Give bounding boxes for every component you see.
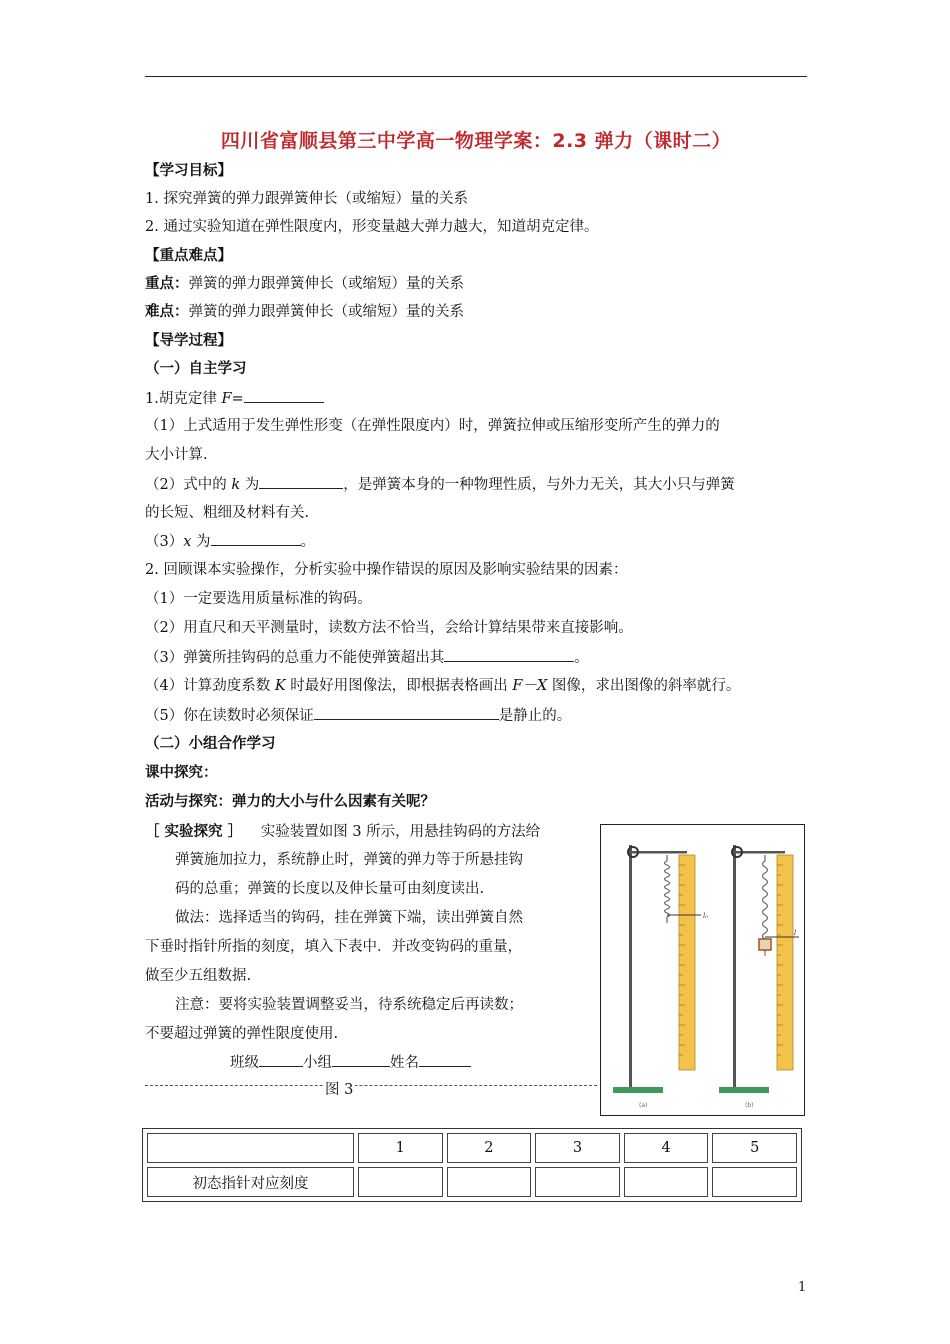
r3-blank[interactable] bbox=[444, 647, 574, 662]
stand-pole bbox=[629, 845, 632, 1090]
x-mid: 为 bbox=[191, 534, 211, 550]
hooke-prefix: 1.胡克定律 bbox=[145, 391, 222, 407]
k-blank[interactable] bbox=[259, 474, 343, 489]
process-heading: 【导学过程】 bbox=[145, 333, 232, 349]
experiment-label: ［ 实验探究 ］ bbox=[145, 824, 243, 840]
experiment-line: 码的总重；弹簧的长度以及伸长量可由刻度读出. bbox=[175, 881, 485, 897]
r5-pre: （5）你在读数时必须保证 bbox=[145, 708, 314, 724]
review-line: 2. 回顾课本实验操作，分析实验中操作错误的原因及影响实验结果的因素： bbox=[145, 562, 628, 578]
k-mid: 为 bbox=[240, 477, 260, 493]
activity-heading: 活动与探究：弹力的大小与什么因素有关呢？ bbox=[145, 794, 435, 810]
label-b: (b) bbox=[745, 1102, 754, 1109]
table-header-cell: 5 bbox=[712, 1133, 797, 1163]
x-post: 。 bbox=[300, 534, 316, 550]
hard-point bbox=[145, 302, 464, 322]
objectives-heading: 【学习目标】 bbox=[145, 163, 232, 179]
review-item bbox=[145, 647, 589, 668]
r5-post: 是静止的。 bbox=[498, 708, 572, 724]
name-blank[interactable] bbox=[419, 1052, 471, 1067]
experiment-line bbox=[145, 822, 540, 842]
k-var: k bbox=[231, 477, 241, 493]
table-header-row bbox=[147, 1133, 797, 1163]
paragraph-line: （1）上式适用于发生弹性形变（在弹性限度内）时，弹簧拉伸或压缩形变所产生的弹力的 bbox=[145, 418, 720, 434]
r4-mid: 时最好用图像法，即根据表格画出 bbox=[285, 678, 513, 694]
paragraph-line: 的长短、粗细及材料有关. bbox=[145, 505, 310, 521]
objective-item: 2. 通过实验知道在弹性限度内，形变量越大弹力越大，知道胡克定律。 bbox=[145, 219, 599, 235]
table-cell[interactable] bbox=[358, 1167, 443, 1197]
hard-label: 难点： bbox=[145, 304, 189, 320]
apparatus-b bbox=[719, 845, 799, 1109]
k-pre: （2）式中的 bbox=[145, 477, 232, 493]
figure-3 bbox=[600, 824, 805, 1116]
k-definition bbox=[145, 474, 735, 495]
k-post: ，是弹簧本身的一种物理性质，与外力无关，其大小只与弹簧 bbox=[343, 477, 735, 493]
hook-weight bbox=[759, 939, 771, 950]
hard-text: 弹簧的弹力跟弹簧伸长（或缩短）量的关系 bbox=[188, 304, 464, 320]
stand-pole bbox=[733, 845, 736, 1090]
table-cell[interactable] bbox=[712, 1167, 797, 1197]
review-item: （2）用直尺和天平测量时，读数方法不恰当，会给计算结果带来直接影响。 bbox=[145, 620, 633, 636]
spring-a bbox=[665, 855, 670, 923]
experiment-text: 实验装置如图 3 所示，用悬挂钩码的方法给 bbox=[260, 824, 541, 840]
stand-base bbox=[719, 1087, 769, 1093]
class-blank[interactable] bbox=[259, 1052, 303, 1067]
explore-heading: 课中探究： bbox=[145, 765, 218, 781]
r4-var2: F－X bbox=[512, 678, 548, 694]
experiment-line: 弹簧施加拉力，系统静止时，弹簧的弹力等于所悬挂钩 bbox=[175, 852, 523, 868]
hooke-law bbox=[145, 388, 324, 409]
name-label: 姓名 bbox=[390, 1055, 419, 1071]
r4-var: K bbox=[274, 678, 286, 694]
table-row-label: 初态指针对应刻度 bbox=[147, 1167, 354, 1197]
apparatus-illustration bbox=[601, 825, 803, 1114]
r3-post: 。 bbox=[574, 650, 589, 666]
x-var: x bbox=[183, 534, 192, 550]
figure-caption: 图 3 bbox=[325, 1082, 354, 1098]
keypoints-heading: 【重点难点】 bbox=[145, 248, 232, 264]
data-table bbox=[142, 1128, 802, 1202]
stand-base bbox=[613, 1087, 663, 1093]
paragraph-line: 大小计算. bbox=[145, 447, 208, 463]
label-a: (a) bbox=[639, 1102, 648, 1109]
table-cell[interactable] bbox=[624, 1167, 709, 1197]
review-item bbox=[145, 676, 740, 696]
review-item: （1）一定要选用质量标准的钩码。 bbox=[145, 591, 372, 607]
key-label: 重点： bbox=[145, 276, 189, 292]
page-title: 四川省富顺县第三中学高一物理学案：2.3 弹力（课时二） bbox=[220, 130, 732, 152]
experiment-line: 做至少五组数据. bbox=[145, 968, 252, 984]
apparatus-a bbox=[613, 845, 708, 1109]
experiment-line: 注意：要将实验装置调整妥当，待系统稳定后再读数； bbox=[175, 997, 523, 1013]
header-rule bbox=[145, 76, 807, 77]
group-heading: （二）小组合作学习 bbox=[145, 736, 276, 752]
label-l: l bbox=[794, 929, 797, 937]
self-study-heading: （一）自主学习 bbox=[145, 361, 247, 377]
r3-pre: （3）弹簧所挂钩码的总重力不能使弹簧超出其 bbox=[145, 650, 445, 666]
group-blank[interactable] bbox=[332, 1052, 390, 1067]
key-text: 弹簧的弹力跟弹簧伸长（或缩短）量的关系 bbox=[188, 276, 464, 292]
experiment-line: 做法：选择适当的钩码，挂在弹簧下端，读出弹簧自然 bbox=[175, 910, 523, 926]
table-header-cell: 2 bbox=[447, 1133, 532, 1163]
objective-item: 1. 探究弹簧的弹力跟弹簧伸长（或缩短）量的关系 bbox=[145, 191, 468, 207]
r4-pre: （4）计算劲度系数 bbox=[145, 678, 275, 694]
review-item bbox=[145, 705, 571, 726]
table-cell[interactable] bbox=[535, 1167, 620, 1197]
table-row bbox=[147, 1167, 797, 1197]
experiment-line: 不要超过弹簧的弹性限度使用. bbox=[145, 1026, 339, 1042]
student-info bbox=[230, 1052, 471, 1073]
group-label: 小组 bbox=[303, 1055, 332, 1071]
ruler bbox=[679, 855, 695, 1070]
experiment-line: 下垂时指针所指的刻度，填入下表中．并改变钩码的重量， bbox=[145, 939, 522, 955]
x-definition bbox=[145, 531, 315, 552]
table-header-cell bbox=[147, 1133, 354, 1163]
hooke-eq: = bbox=[231, 391, 244, 407]
table-cell[interactable] bbox=[447, 1167, 532, 1197]
x-blank[interactable] bbox=[211, 531, 301, 546]
r4-post: 图像，求出图像的斜率就行。 bbox=[547, 678, 741, 694]
hooke-blank[interactable] bbox=[244, 388, 324, 403]
dashed-divider bbox=[145, 1085, 597, 1086]
page-number: 1 bbox=[798, 1280, 807, 1295]
class-label: 班级 bbox=[230, 1055, 259, 1071]
x-pre: （3） bbox=[145, 534, 184, 550]
key-point bbox=[145, 274, 464, 294]
hooke-var: F bbox=[221, 391, 232, 407]
ruler bbox=[777, 855, 793, 1070]
r5-blank[interactable] bbox=[314, 705, 499, 720]
label-l0: l₀ bbox=[703, 912, 709, 920]
table-header-cell: 1 bbox=[358, 1133, 443, 1163]
stand-arm bbox=[733, 851, 785, 854]
table-header-cell: 3 bbox=[535, 1133, 620, 1163]
table-header-cell: 4 bbox=[624, 1133, 709, 1163]
